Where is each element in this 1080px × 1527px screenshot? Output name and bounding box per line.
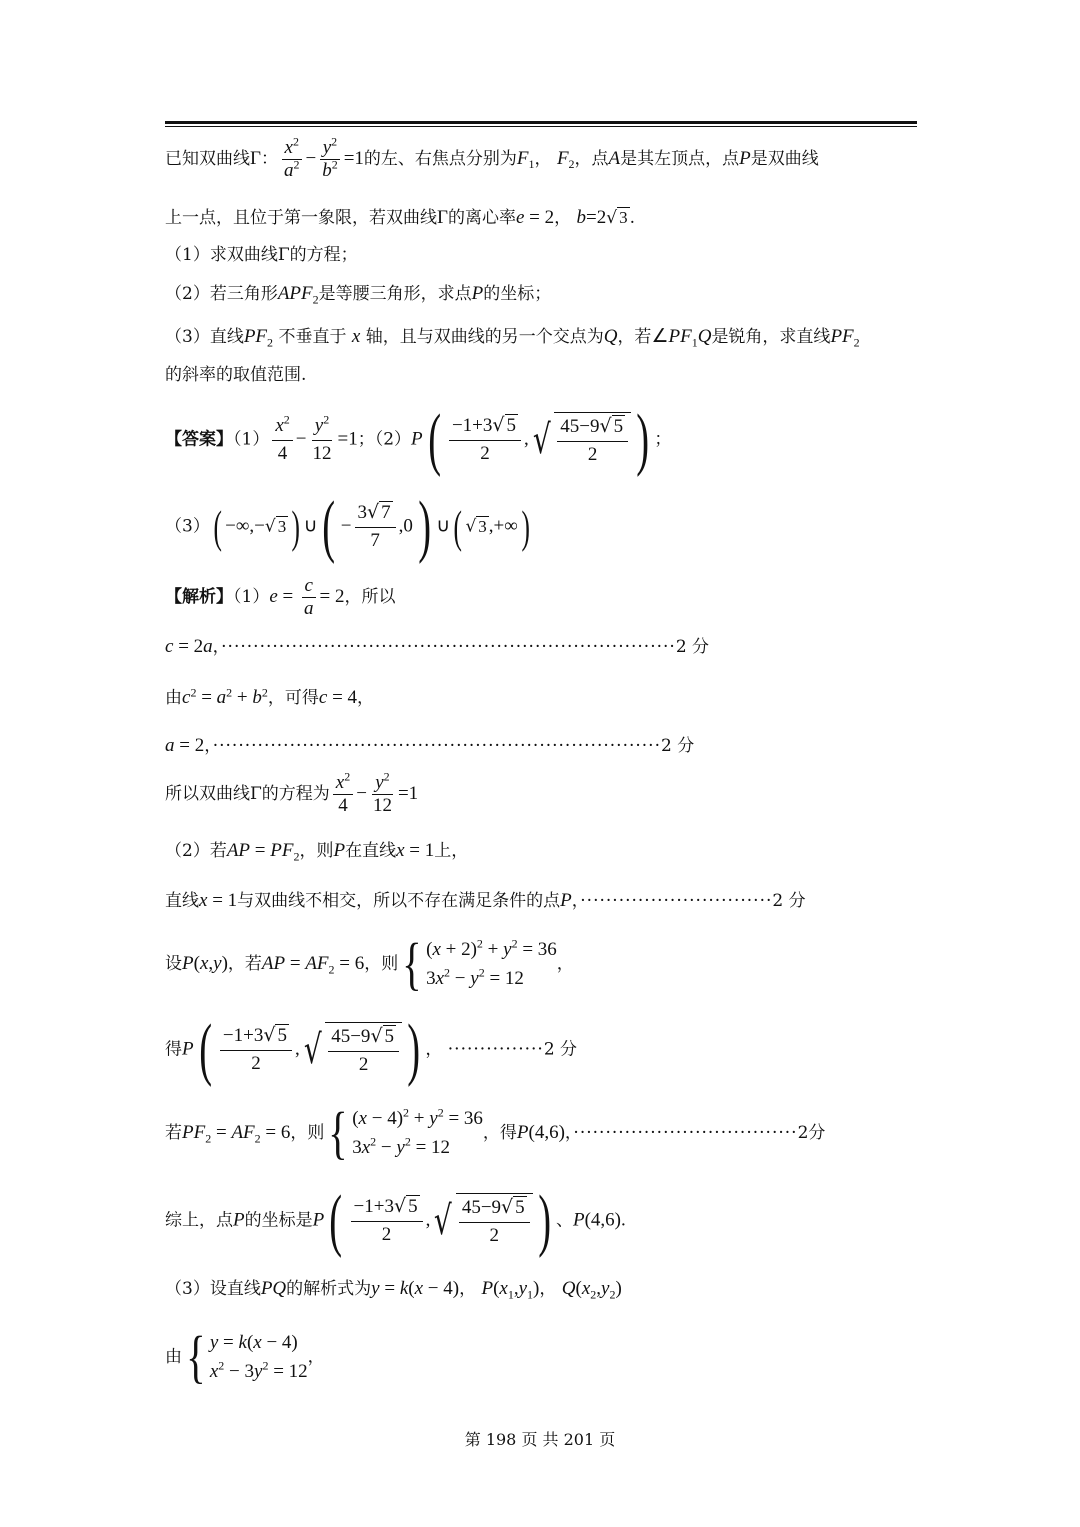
solution-line-1: 【解析】（1）e = $\frac{c}{a}$ = 2，所以 — [165, 575, 396, 619]
fraction-c-a: $\frac{c}{a}$ — [301, 575, 317, 620]
page-footer: 第 198 页 共 201 页 — [464, 1430, 616, 1449]
solution-line-5: 所以双曲线Γ的方程为 $\frac{x^2}{4}$ − $\frac{y^2}{12}$ =1 — [165, 769, 419, 816]
solution-line-3: 由$c^2 = a^2 + b^2$，可得c = 4， — [165, 685, 375, 708]
problem-line-2: 上一点，且位于第一象限，若双曲线Γ的离心率e = 2， b=2√ 3 . — [165, 207, 636, 228]
header-rule-thin — [165, 126, 917, 127]
solution-line-11: 综上，点P的坐标是P( $\frac{-1+3√ 5}{2}$ , √ $\frac{45-9√ 5}{2}$ ) 、P(4,6). — [165, 1182, 626, 1259]
question-3-line-2: 的斜率的取值范围. — [165, 365, 307, 385]
fraction-y2-12: $\frac{y^2}{12}$ — [312, 412, 332, 464]
fraction-3sqrt7-7: $\frac{3√ 7}{7}$ — [355, 499, 396, 554]
fraction-point-x-b: $\frac{-1+3√ 5}{2}$ — [220, 1022, 292, 1077]
sqrt-point-y-c: √ $\frac{45-9√ 5}{2}$ — [430, 1193, 532, 1249]
equation-system-2: $(x - 4)^2 + y^2 = 36$ $3x^2 - y^2 = 12$ — [352, 1105, 483, 1159]
fraction-point-x-c: $\frac{-1+3√ 5}{2}$ — [351, 1193, 423, 1248]
fraction-y2-12-b: $\frac{y^2}{12}$ — [372, 769, 392, 816]
fraction-x2-4-b: $\frac{x^2}{4}$ — [333, 772, 353, 817]
solution-line-9: 得P( $\frac{-1+3√ 5}{2}$ , √ $\frac{45-9√ 5}{2}$ ) ， ···············2 分 — [165, 1011, 578, 1088]
fraction-x2-4: $\frac{x^2}{4}$ — [272, 413, 292, 467]
question-3-line-1: （3）直线$PF_2$ 不垂直于 x 轴，且与双曲线的另一个交点为Q，若$\angle PF_1Q$是锐角，求直线$PF_2$ — [165, 326, 860, 350]
equation-system-1: $(x + 2)^2 + y^2 = 36$ $3x^2 - y^2 = 12$ — [426, 936, 557, 990]
equation-system-3: y = k(x − 4) $x^2 - 3y^2 = 12$ — [209, 1332, 308, 1383]
fraction-point-x: $\frac{-1+3√ 5}{2}$ — [449, 412, 521, 467]
solution-line-12: （3）设直线PQ的解析式为y = k(x − 4)， $P(x_1,y_1)$， $Q(x_2,y_2)$ — [165, 1278, 622, 1302]
fraction-x2-a2: $\frac{x^2}{a^2}$ — [281, 137, 303, 182]
header-rule-thick — [165, 121, 917, 124]
solution-line-6: （2）若AP = $PF_2$，则P在直线x = 1上， — [165, 840, 469, 864]
solution-line-8: 设P(x,y)，若AP = $AF_2 = 6$，则{ $(x + 2)^2 + y^2 = 36$ $3x^2 - y^2 = 12$ ， — [165, 931, 574, 997]
sqrt-point-y: √ $\frac{45-9√ 5}{2}$ — [529, 412, 631, 468]
sqrt-point-y-b: √ $\frac{45-9√ 5}{2}$ — [300, 1022, 402, 1078]
solution-line-7: 直线x = 1与双曲线不相交，所以不存在满足条件的点P，······························2 分 — [165, 890, 806, 911]
solution-line-10: 若$PF_2 = AF_2 = 6$，则{ $(x - 4)^2 + y^2 = 36$ $3x^2 - y^2 = 12$ ，得P(4,6)，···································2分 — [165, 1100, 826, 1166]
problem-line-1: 已知双曲线Γ： $\frac{x^2}{a^2}$ − $\frac{y^2}{b^2}$ =1的左、右焦点分别为$F_1$， $F_2$，点A是其左顶点，点P是双曲线 — [165, 134, 819, 181]
solution-line-4: a = 2，······································································2 分 — [165, 735, 695, 756]
fraction-y2-b2: $\frac{y^2}{b^2}$ — [319, 137, 341, 182]
solution-line-2: c = 2a，·······································································2 分 — [165, 636, 710, 657]
answer-line-2: （3）( −∞,−√ 3 ) ∪( − $\frac{3√ 7}{7}$ ,0) ∪( √ 3 ,+∞) — [165, 488, 530, 565]
question-1: （1）求双曲线Γ的方程； — [165, 245, 358, 265]
answer-line-1: 【答案】（1） $\frac{x^2}{4}$ − $\frac{y^2}{12}$ =1；（2）P( $\frac{-1+3√ 5}{2}$ , √ $\frac{45-9√ 5}{2}$ ) ； — [165, 401, 672, 478]
question-2: （2）若三角形$APF_2$是等腰三角形，求点P的坐标； — [165, 283, 552, 307]
solution-line-13: 由{ y = k(x − 4) $x^2 - 3y^2 = 12$ ， — [165, 1324, 325, 1390]
